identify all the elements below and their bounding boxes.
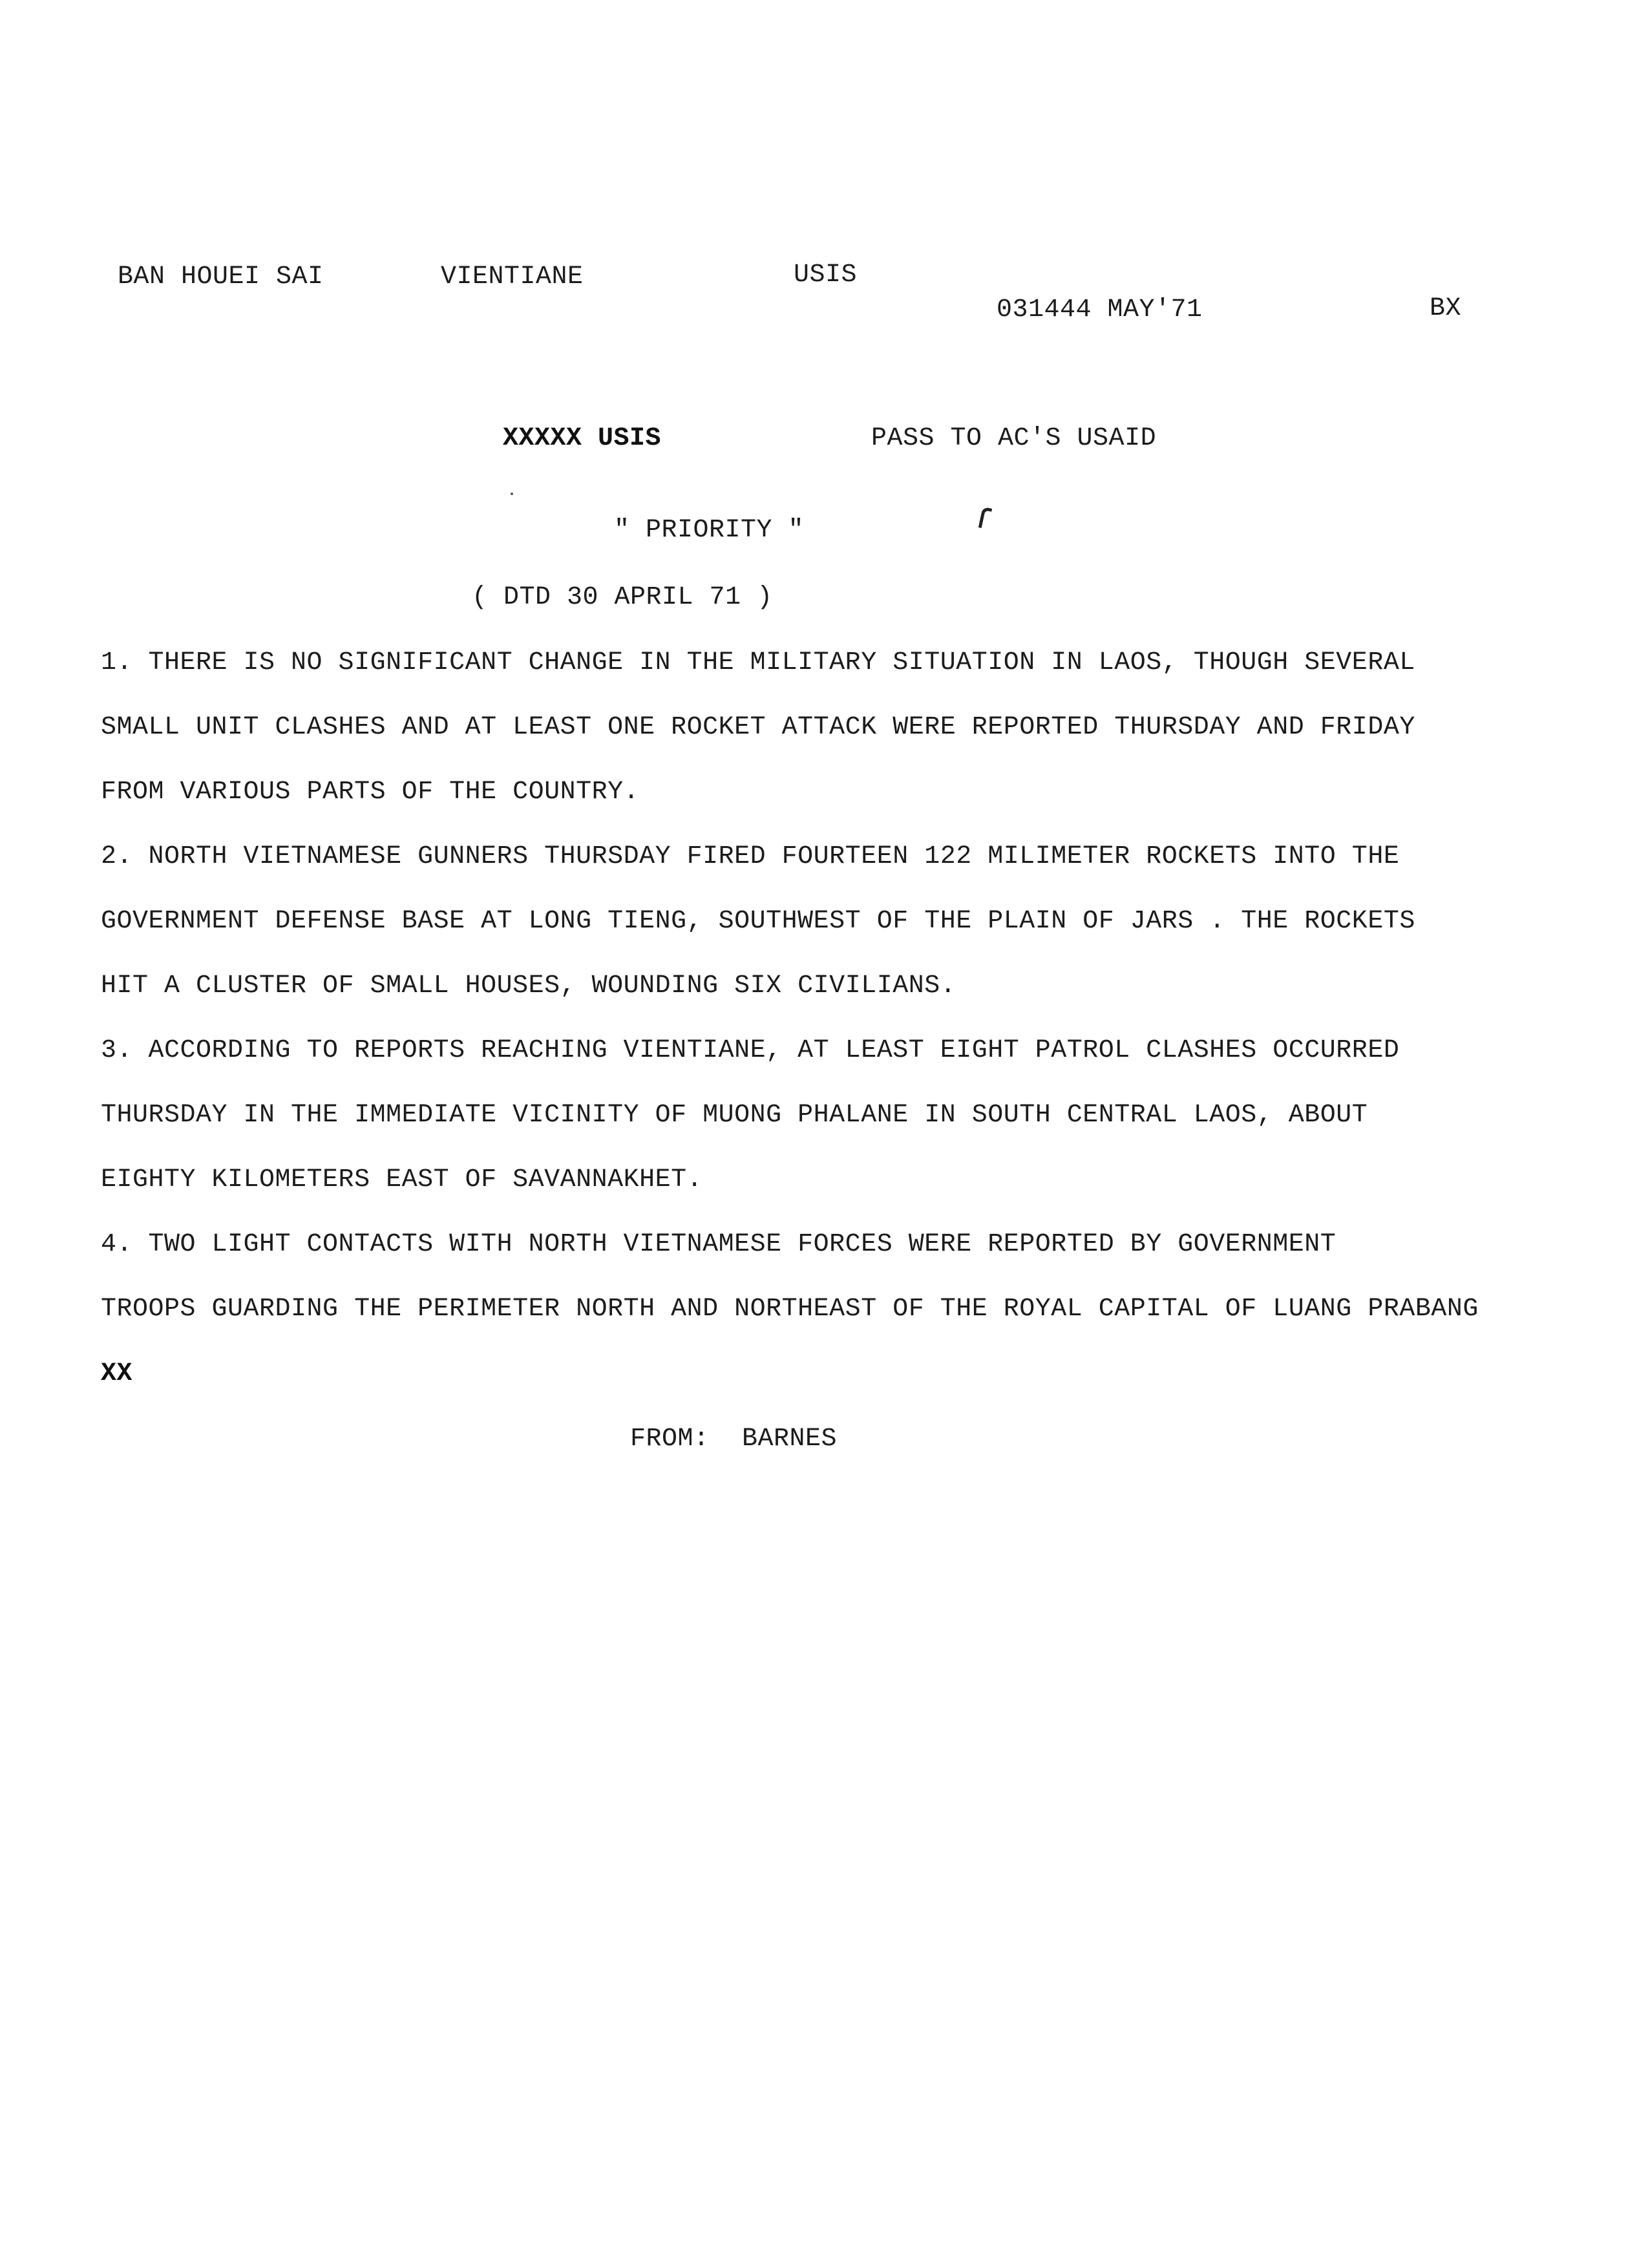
pen-mark — [978, 507, 993, 529]
dated-line: ( DTD 30 APRIL 71 ) — [472, 583, 773, 612]
body-line: THURSDAY IN THE IMMEDIATE VICINITY OF MUONG PHALANE IN SOUTH CENTRAL LAOS, ABOUT — [101, 1101, 1368, 1130]
body-line: EIGHTY KILOMETERS EAST OF SAVANNAKHET. — [101, 1165, 703, 1194]
body-line: 3. ACCORDING TO REPORTS REACHING VIENTIANE, AT LEAST EIGHT PATROL CLASHES OCCURRED — [101, 1036, 1400, 1065]
body-line: FROM VARIOUS PARTS OF THE COUNTRY. — [101, 778, 640, 807]
body-line: HIT A CLUSTER OF SMALL HOUSES, WOUNDING SIX CIVILIANS. — [101, 971, 956, 1001]
body-line: SMALL UNIT CLASHES AND AT LEAST ONE ROCKET ATTACK WERE REPORTED THURSDAY AND FRIDAY — [101, 713, 1415, 742]
agency: USIS — [794, 260, 858, 290]
body-line: 4. TWO LIGHT CONTACTS WITH NORTH VIETNAMESE FORCES WERE REPORTED BY GOVERNMENT — [101, 1230, 1336, 1259]
message-code: BX — [1430, 294, 1462, 323]
destination-station: VIENTIANE — [441, 262, 584, 291]
date-time-group: 031444 MAY'71 — [997, 295, 1203, 324]
struck-text: XX — [101, 1359, 133, 1388]
precedence: " PRIORITY " — [614, 516, 805, 545]
body-line: TROOPS GUARDING THE PERIMETER NORTH AND NORTHEAST OF THE ROYAL CAPITAL OF LUANG PRABANG — [101, 1295, 1479, 1324]
pass-to-instruction: PASS TO AC'S USAID — [871, 424, 1157, 453]
origin-station: BAN HOUEI SAI — [118, 262, 324, 291]
from-label: FROM: — [630, 1425, 710, 1454]
body-line: 2. NORTH VIETNAMESE GUNNERS THURSDAY FIRED FOURTEEN 122 MILIMETER ROCKETS INTO THE — [101, 842, 1400, 871]
body-line: GOVERNMENT DEFENSE BASE AT LONG TIENG, SOUTHWEST OF THE PLAIN OF JARS . THE ROCKETS — [101, 907, 1415, 936]
from-name: BARNES — [742, 1425, 838, 1454]
stray-dot — [511, 493, 513, 495]
body-line: 1. THERE IS NO SIGNIFICANT CHANGE IN THE MILITARY SITUATION IN LAOS, THOUGH SEVERAL — [101, 648, 1415, 677]
addressee: XXXXX USIS — [503, 424, 662, 453]
